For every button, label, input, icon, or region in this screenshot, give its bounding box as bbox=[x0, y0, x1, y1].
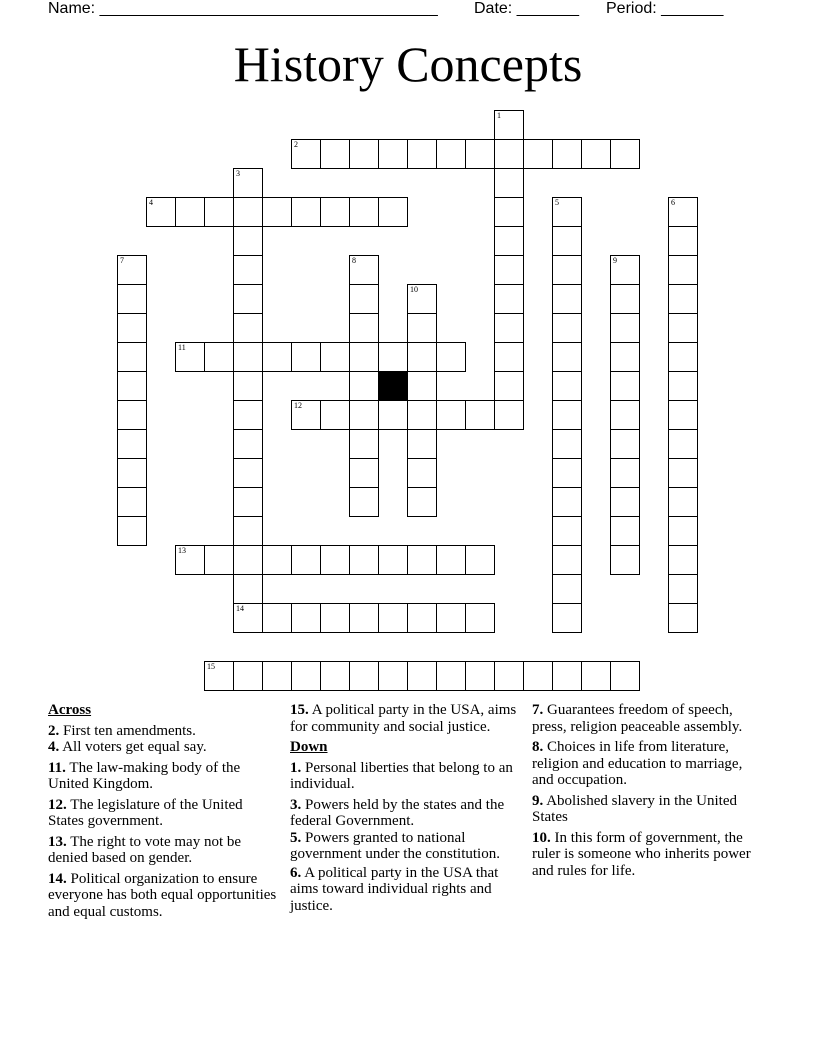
grid-cell[interactable] bbox=[175, 197, 205, 227]
grid-cell[interactable] bbox=[349, 458, 379, 488]
clue-number: 5. bbox=[290, 829, 302, 846]
grid-cell[interactable] bbox=[407, 342, 437, 372]
grid-cell[interactable] bbox=[494, 197, 524, 227]
grid-cell[interactable] bbox=[610, 661, 640, 691]
clue-text: A political party in the USA, aims for community and social justice. bbox=[290, 702, 517, 735]
grid-cell[interactable] bbox=[262, 603, 292, 633]
grid-cell[interactable] bbox=[436, 400, 466, 430]
clue-number-label: 15 bbox=[207, 662, 215, 671]
grid-cell[interactable] bbox=[436, 545, 466, 575]
grid-cell[interactable] bbox=[175, 545, 205, 575]
grid-cell[interactable] bbox=[320, 342, 350, 372]
grid-cell[interactable] bbox=[233, 516, 263, 546]
clue-down-7 bbox=[532, 702, 764, 735]
name-field-label[interactable]: Name: ______________________________________ bbox=[48, 0, 438, 17]
grid-cell[interactable] bbox=[552, 255, 582, 285]
clue-across-13 bbox=[48, 834, 278, 867]
grid-cell[interactable] bbox=[349, 661, 379, 691]
grid-cell[interactable] bbox=[320, 545, 350, 575]
grid-cell[interactable] bbox=[465, 139, 495, 169]
grid-cell[interactable] bbox=[581, 661, 611, 691]
grid-cell[interactable] bbox=[233, 284, 263, 314]
grid-cell[interactable] bbox=[668, 284, 698, 314]
grid-cell[interactable] bbox=[233, 197, 263, 227]
grid-cell[interactable] bbox=[233, 400, 263, 430]
clue-number-label: 14 bbox=[236, 604, 244, 613]
grid-cell[interactable] bbox=[117, 284, 147, 314]
grid-cell[interactable] bbox=[494, 661, 524, 691]
grid-cell[interactable] bbox=[233, 168, 263, 198]
clue-number-label: 13 bbox=[178, 546, 186, 555]
grid-cell[interactable] bbox=[233, 487, 263, 517]
grid-cell[interactable] bbox=[552, 342, 582, 372]
grid-cell[interactable] bbox=[262, 342, 292, 372]
grid-cell[interactable] bbox=[668, 545, 698, 575]
grid-cell[interactable] bbox=[465, 400, 495, 430]
clue-text: Personal liberties that belong to an individual. bbox=[290, 759, 513, 792]
grid-cell[interactable] bbox=[668, 603, 698, 633]
grid-cell[interactable] bbox=[233, 226, 263, 256]
clue-text: Abolished slavery in the United States bbox=[532, 792, 737, 825]
clue-number-label: 8 bbox=[352, 256, 356, 265]
grid-cell[interactable] bbox=[262, 197, 292, 227]
clue-number: 7. bbox=[532, 702, 544, 718]
grid-cell[interactable] bbox=[494, 255, 524, 285]
grid-cell[interactable] bbox=[610, 139, 640, 169]
grid-cell[interactable] bbox=[262, 545, 292, 575]
grid-cell[interactable] bbox=[668, 516, 698, 546]
clue-across-14 bbox=[48, 871, 278, 921]
grid-cell[interactable] bbox=[552, 429, 582, 459]
grid-cell[interactable] bbox=[407, 284, 437, 314]
grid-cell[interactable] bbox=[552, 487, 582, 517]
grid-cell[interactable] bbox=[494, 110, 524, 140]
grid-cell[interactable] bbox=[117, 313, 147, 343]
across-heading: Across bbox=[48, 702, 92, 718]
grid-cell[interactable] bbox=[668, 400, 698, 430]
grid-cell[interactable] bbox=[117, 342, 147, 372]
grid-cell[interactable] bbox=[668, 458, 698, 488]
grid-cell[interactable] bbox=[407, 545, 437, 575]
grid-cell[interactable] bbox=[204, 661, 234, 691]
grid-cell[interactable] bbox=[610, 342, 640, 372]
grid-cell[interactable] bbox=[233, 603, 263, 633]
grid-cell[interactable] bbox=[320, 197, 350, 227]
grid-cell[interactable] bbox=[465, 661, 495, 691]
grid-cell[interactable] bbox=[407, 661, 437, 691]
grid-cell[interactable] bbox=[378, 400, 408, 430]
clue-number-label: 7 bbox=[120, 256, 124, 265]
grid-cell[interactable] bbox=[378, 661, 408, 691]
clue-across-11 bbox=[48, 760, 278, 793]
clue-down-5 bbox=[290, 830, 522, 863]
grid-cell[interactable] bbox=[117, 458, 147, 488]
grid-cell[interactable] bbox=[291, 197, 321, 227]
clue-text: Guarantees freedom of speech, press, religion peaceable assembly. bbox=[532, 702, 743, 735]
grid-cell[interactable] bbox=[668, 226, 698, 256]
grid-cell[interactable] bbox=[552, 458, 582, 488]
grid-cell[interactable] bbox=[320, 661, 350, 691]
grid-cell[interactable] bbox=[668, 429, 698, 459]
clue-number-label: 12 bbox=[294, 401, 302, 410]
grid-cell[interactable] bbox=[349, 284, 379, 314]
grid-cell[interactable] bbox=[407, 313, 437, 343]
grid-cell[interactable] bbox=[436, 661, 466, 691]
grid-cell[interactable] bbox=[233, 342, 263, 372]
grid-cell[interactable] bbox=[233, 574, 263, 604]
grid-cell[interactable] bbox=[494, 342, 524, 372]
clue-text: The right to vote may not be denied based on gender. bbox=[48, 833, 242, 866]
clue-across-15 bbox=[290, 702, 522, 735]
grid-cell[interactable] bbox=[233, 661, 263, 691]
grid-cell[interactable] bbox=[117, 371, 147, 401]
grid-cell[interactable] bbox=[523, 139, 553, 169]
grid-cell[interactable] bbox=[610, 255, 640, 285]
grid-cell[interactable] bbox=[494, 168, 524, 198]
grid-cell[interactable] bbox=[668, 255, 698, 285]
clue-number: 15. bbox=[290, 702, 309, 718]
grid-cell[interactable] bbox=[610, 313, 640, 343]
grid-cell[interactable] bbox=[407, 429, 437, 459]
grid-cell[interactable] bbox=[291, 400, 321, 430]
clue-number-label: 9 bbox=[613, 256, 617, 265]
clue-text: Powers held by the states and the federal Government. bbox=[290, 796, 505, 829]
grid-cell[interactable] bbox=[436, 342, 466, 372]
grid-cell[interactable] bbox=[291, 139, 321, 169]
grid-cell[interactable] bbox=[552, 226, 582, 256]
grid-cell[interactable] bbox=[610, 400, 640, 430]
grid-cell[interactable] bbox=[610, 371, 640, 401]
grid-cell[interactable] bbox=[494, 313, 524, 343]
clue-number-label: 3 bbox=[236, 169, 240, 178]
grid-cell[interactable] bbox=[378, 342, 408, 372]
grid-cell[interactable] bbox=[349, 487, 379, 517]
grid-cell[interactable] bbox=[552, 197, 582, 227]
grid-cell[interactable] bbox=[291, 342, 321, 372]
grid-cell[interactable] bbox=[494, 226, 524, 256]
shaded-cell bbox=[378, 371, 408, 401]
grid-cell[interactable] bbox=[349, 603, 379, 633]
grid-cell[interactable] bbox=[233, 545, 263, 575]
clue-down-6 bbox=[290, 865, 522, 915]
clue-text: A political party in the USA that aims toward individual rights and justice. bbox=[290, 864, 499, 914]
grid-cell[interactable] bbox=[407, 487, 437, 517]
grid-cell[interactable] bbox=[407, 603, 437, 633]
grid-cell[interactable] bbox=[117, 429, 147, 459]
clue-number-label: 1 bbox=[497, 111, 501, 120]
grid-cell[interactable] bbox=[668, 574, 698, 604]
clue-number-label: 2 bbox=[294, 140, 298, 149]
clue-text: The legislature of the United States government. bbox=[48, 796, 243, 829]
clue-number: 6. bbox=[290, 864, 302, 881]
grid-cell[interactable] bbox=[117, 487, 147, 517]
grid-cell[interactable] bbox=[552, 400, 582, 430]
grid-cell[interactable] bbox=[494, 139, 524, 169]
clue-number-label: 6 bbox=[671, 198, 675, 207]
grid-cell[interactable] bbox=[378, 545, 408, 575]
grid-cell[interactable] bbox=[552, 516, 582, 546]
clue-number: 12. bbox=[48, 796, 67, 813]
grid-cell[interactable] bbox=[668, 197, 698, 227]
grid-cell[interactable] bbox=[349, 342, 379, 372]
grid-cell[interactable] bbox=[494, 284, 524, 314]
grid-cell[interactable] bbox=[233, 313, 263, 343]
grid-cell[interactable] bbox=[494, 400, 524, 430]
clue-down-8 bbox=[532, 739, 764, 789]
grid-cell[interactable] bbox=[610, 429, 640, 459]
grid-cell[interactable] bbox=[204, 545, 234, 575]
grid-cell[interactable] bbox=[291, 603, 321, 633]
clue-across-12 bbox=[48, 797, 278, 830]
grid-cell[interactable] bbox=[407, 400, 437, 430]
grid-cell[interactable] bbox=[465, 603, 495, 633]
grid-cell[interactable] bbox=[320, 603, 350, 633]
grid-cell[interactable] bbox=[581, 139, 611, 169]
grid-cell[interactable] bbox=[668, 313, 698, 343]
grid-cell[interactable] bbox=[233, 255, 263, 285]
clue-text: The law-making body of the United Kingdom. bbox=[48, 759, 241, 792]
grid-cell[interactable] bbox=[349, 545, 379, 575]
page-title: History Concepts bbox=[233, 36, 583, 92]
grid-cell[interactable] bbox=[320, 139, 350, 169]
grid-cell[interactable] bbox=[349, 429, 379, 459]
grid-cell[interactable] bbox=[610, 458, 640, 488]
clue-number: 14. bbox=[48, 870, 67, 887]
clue-down-1 bbox=[290, 760, 522, 793]
grid-cell[interactable] bbox=[494, 371, 524, 401]
grid-cell[interactable] bbox=[349, 255, 379, 285]
clue-number: 4. bbox=[48, 739, 60, 755]
grid-cell[interactable] bbox=[552, 661, 582, 691]
grid-cell[interactable] bbox=[378, 139, 408, 169]
clue-number-label: 10 bbox=[410, 285, 418, 294]
grid-cell[interactable] bbox=[233, 458, 263, 488]
clue-number: 8. bbox=[532, 739, 544, 755]
grid-cell[interactable] bbox=[378, 197, 408, 227]
grid-cell[interactable] bbox=[291, 545, 321, 575]
grid-cell[interactable] bbox=[291, 661, 321, 691]
grid-cell[interactable] bbox=[407, 371, 437, 401]
clue-number-label: 5 bbox=[555, 198, 559, 207]
clue-down-10 bbox=[532, 830, 764, 880]
grid-cell[interactable] bbox=[552, 574, 582, 604]
clue-number: 10. bbox=[532, 829, 551, 846]
grid-cell[interactable] bbox=[320, 400, 350, 430]
grid-cell[interactable] bbox=[552, 545, 582, 575]
clue-number-label: 4 bbox=[149, 198, 153, 207]
grid-cell[interactable] bbox=[117, 516, 147, 546]
clue-text: Political organization to ensure everyone has both equal opportunities and equal customs. bbox=[48, 870, 277, 920]
grid-cell[interactable] bbox=[407, 458, 437, 488]
grid-cell[interactable] bbox=[552, 139, 582, 169]
grid-cell[interactable] bbox=[378, 603, 408, 633]
clue-text: Powers granted to national government under the constitution. bbox=[290, 829, 500, 862]
grid-cell[interactable] bbox=[668, 371, 698, 401]
grid-cell[interactable] bbox=[610, 516, 640, 546]
grid-cell[interactable] bbox=[175, 342, 205, 372]
grid-cell[interactable] bbox=[610, 284, 640, 314]
grid-cell[interactable] bbox=[262, 661, 292, 691]
period-field-label[interactable]: Period: _______ bbox=[606, 0, 724, 17]
grid-cell[interactable] bbox=[610, 487, 640, 517]
grid-cell[interactable] bbox=[610, 545, 640, 575]
clue-number-label: 11 bbox=[178, 343, 186, 352]
grid-cell[interactable] bbox=[204, 197, 234, 227]
clue-number: 13. bbox=[48, 833, 67, 850]
grid-cell[interactable] bbox=[349, 313, 379, 343]
down-heading: Down bbox=[290, 739, 328, 755]
grid-cell[interactable] bbox=[552, 371, 582, 401]
grid-cell[interactable] bbox=[552, 603, 582, 633]
clue-across-4 bbox=[48, 739, 278, 756]
clue-text: All voters get equal say. bbox=[62, 739, 207, 755]
grid-cell[interactable] bbox=[117, 400, 147, 430]
grid-cell[interactable] bbox=[436, 603, 466, 633]
grid-cell[interactable] bbox=[668, 487, 698, 517]
clue-down-3 bbox=[290, 797, 522, 830]
clue-down-9 bbox=[532, 793, 764, 826]
clues-column-2 bbox=[290, 702, 522, 918]
grid-cell[interactable] bbox=[349, 197, 379, 227]
clue-number: 3. bbox=[290, 796, 302, 813]
grid-cell[interactable] bbox=[233, 371, 263, 401]
clues-column-1 bbox=[48, 702, 278, 924]
grid-cell[interactable] bbox=[146, 197, 176, 227]
grid-cell[interactable] bbox=[465, 545, 495, 575]
grid-cell[interactable] bbox=[668, 342, 698, 372]
grid-cell[interactable] bbox=[436, 139, 466, 169]
grid-cell[interactable] bbox=[552, 284, 582, 314]
grid-cell[interactable] bbox=[233, 429, 263, 459]
clue-text: First ten amendments. bbox=[63, 722, 196, 739]
clue-text: Choices in life from literature, religion and education to marriage, and occupation. bbox=[532, 739, 743, 788]
grid-cell[interactable] bbox=[552, 313, 582, 343]
clue-number: 9. bbox=[532, 792, 544, 809]
clue-number: 1. bbox=[290, 759, 302, 776]
grid-cell[interactable] bbox=[349, 371, 379, 401]
grid-cell[interactable] bbox=[349, 400, 379, 430]
clue-number: 11. bbox=[48, 759, 66, 776]
clues-column-3 bbox=[532, 702, 764, 883]
grid-cell[interactable] bbox=[349, 139, 379, 169]
grid-cell[interactable] bbox=[407, 139, 437, 169]
grid-cell[interactable] bbox=[523, 661, 553, 691]
clue-text: In this form of government, the ruler is someone who inherits power and rules for life. bbox=[532, 829, 751, 879]
clue-across-2 bbox=[48, 723, 278, 740]
date-field-label[interactable]: Date: _______ bbox=[474, 0, 579, 17]
grid-cell[interactable] bbox=[204, 342, 234, 372]
grid-cell[interactable] bbox=[117, 255, 147, 285]
clue-number: 2. bbox=[48, 722, 60, 739]
